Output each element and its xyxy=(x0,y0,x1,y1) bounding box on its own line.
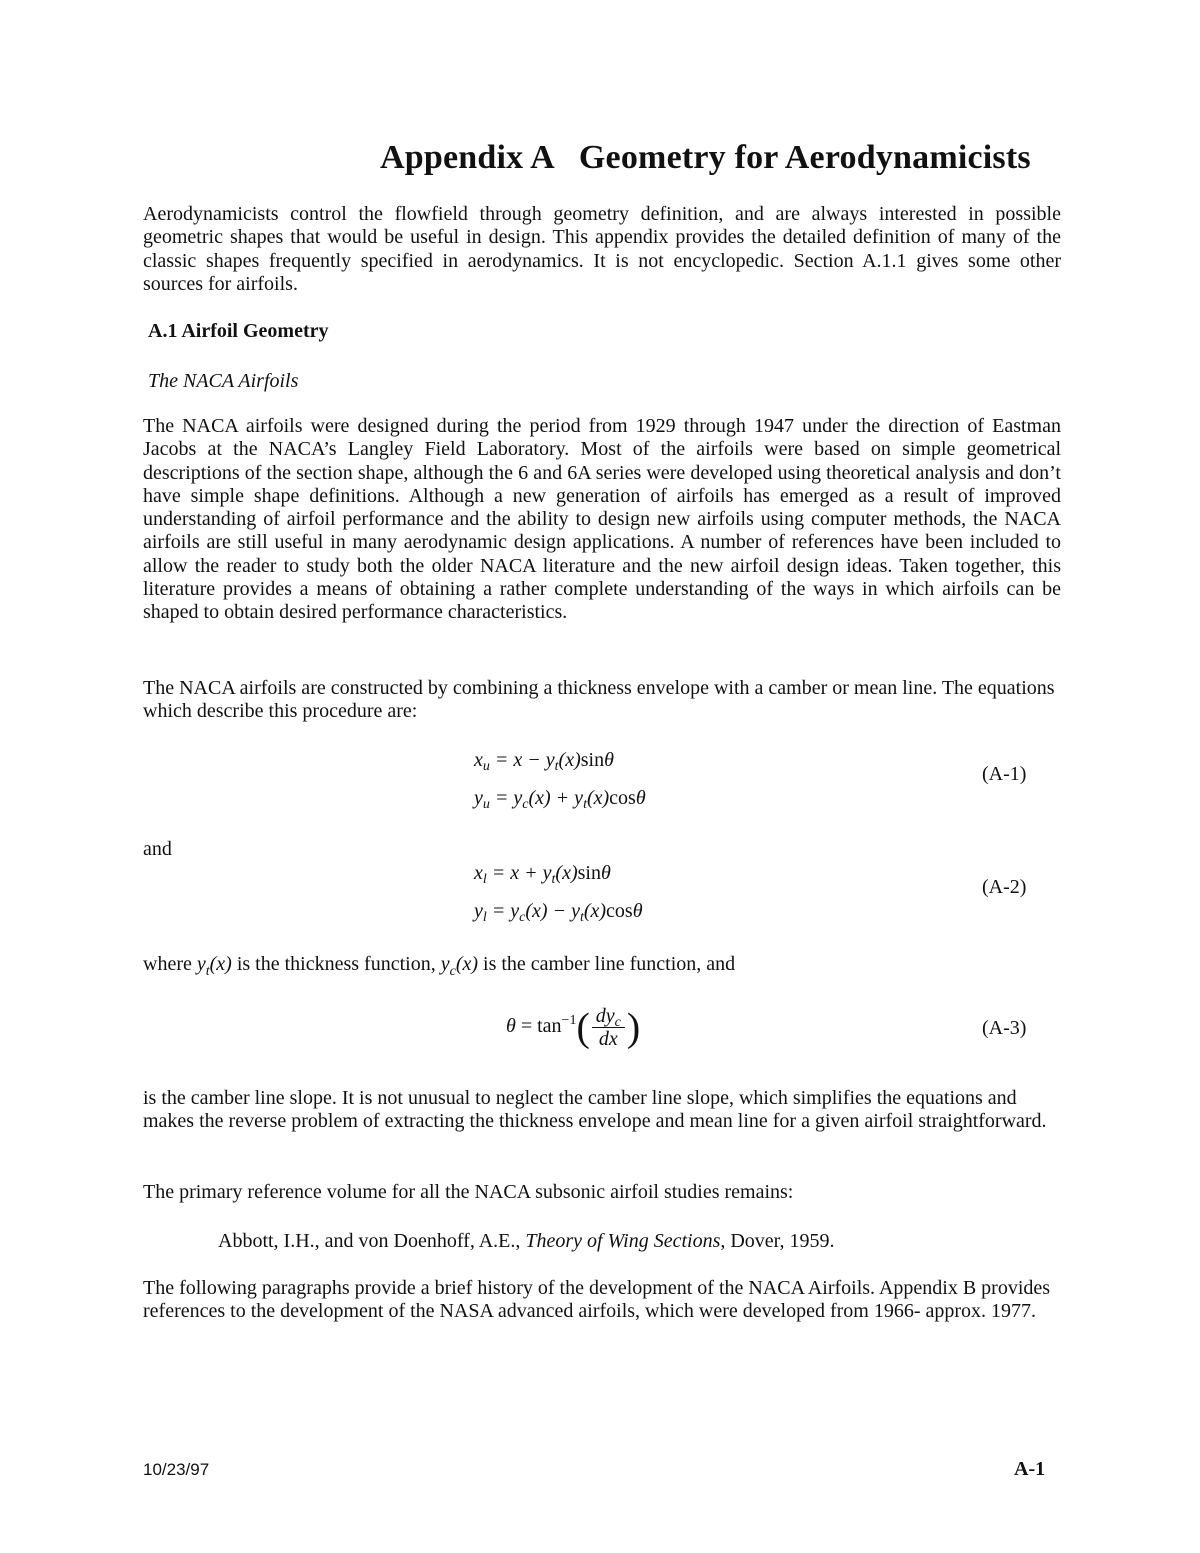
where-sentence: where $y_t(x)$ is the thickness function, $y_c(x)$ is the camber line function, and xyxy=(143,953,736,979)
construction-paragraph: The NACA airfoils are constructed by combining a thickness envelope with a camber or mean line. The equations which describe this procedure are: xyxy=(143,677,1055,723)
equation-number-a3: (A-3) xyxy=(982,1017,1027,1039)
equation-theta: $\theta = \tan^{-1}$( $\frac{dy_c}{dx}$ ) xyxy=(506,1004,641,1050)
equation-yl: $y_l = y_c(x) - y_t(x)\cos\theta$ xyxy=(474,900,643,925)
reference-book-title: Theory of Wing Sections xyxy=(525,1230,721,1252)
and-word: and xyxy=(143,838,172,860)
subsection-heading: The NACA Airfoils xyxy=(148,370,299,392)
intro-paragraph: Aerodynamicists control the flowfield through geometry definition, and are always interested in possible geometric shapes that would be useful in design. This appendix provides the detailed definition of many of the classic shapes frequently specified in aerodynamics. It is not encyclopedic. Section A.1.1 gives some other sources for airfoils. xyxy=(143,203,1061,295)
appendix-subject: Geometry for Aerodynamicists xyxy=(578,139,1031,176)
footer-date: 10/23/97 xyxy=(143,1460,210,1479)
reference-citation: Abbott, I.H., and von Doenhoff, A.E., Theory of Wing Sections, Dover, 1959. xyxy=(218,1230,835,1252)
page-number: A-1 xyxy=(1014,1458,1046,1480)
equation-xu: $x_u = x - y_t(x)\sin\theta$ xyxy=(474,749,614,774)
naca-history-paragraph: The NACA airfoils were designed during the period from 1929 through 1947 under the direction of Eastman Jacobs at the NACA’s Langley Field Laboratory. Most of the airfoils were based on simple geometrical descriptions of the section shape, although the 6 and 6A series were developed using theoretical analysis and don’t have simple shape definitions. Although a new generation of airfoils has emerged as a result of improved understanding of airfoil performance and the ability to design new airfoils using computer methods, the NACA airfoils are still useful in many aerodynamic design applications. A number of references have been included to allow the reader to study both the older NACA literature and the new airfoil design ideas. Taken together, this literature provides a means of obtaining a rather complete understanding of the ways in which airfoils can be shaped to obtain desired performance characteristics. xyxy=(143,415,1061,624)
equation-yu: $y_u = y_c(x) + y_t(x)\cos\theta$ xyxy=(474,787,646,812)
camber-slope-paragraph: is the camber line slope. It is not unusual to neglect the camber line slope, which simplifies the equations and makes the reverse problem of extracting the thickness envelope and mean line for a given airfoil straightforward. xyxy=(143,1087,1047,1133)
section-heading: A.1 Airfoil Geometry xyxy=(148,320,329,342)
equation-number-a1: (A-1) xyxy=(982,763,1027,785)
history-paragraph: The following paragraphs provide a brief history of the development of the NACA Airfoils. Appendix B provides references to the development of the NASA advanced airfoils, which were developed from 1966- approx. 1977. xyxy=(143,1277,1051,1323)
equation-xl: $x_l = x + y_t(x)\sin\theta$ xyxy=(474,862,611,887)
page-title xyxy=(380,139,1070,177)
equation-number-a2: (A-2) xyxy=(982,876,1027,898)
appendix-label: Appendix A xyxy=(380,139,555,176)
reference-intro-paragraph: The primary reference volume for all the NACA subsonic airfoil studies remains: xyxy=(143,1181,794,1203)
